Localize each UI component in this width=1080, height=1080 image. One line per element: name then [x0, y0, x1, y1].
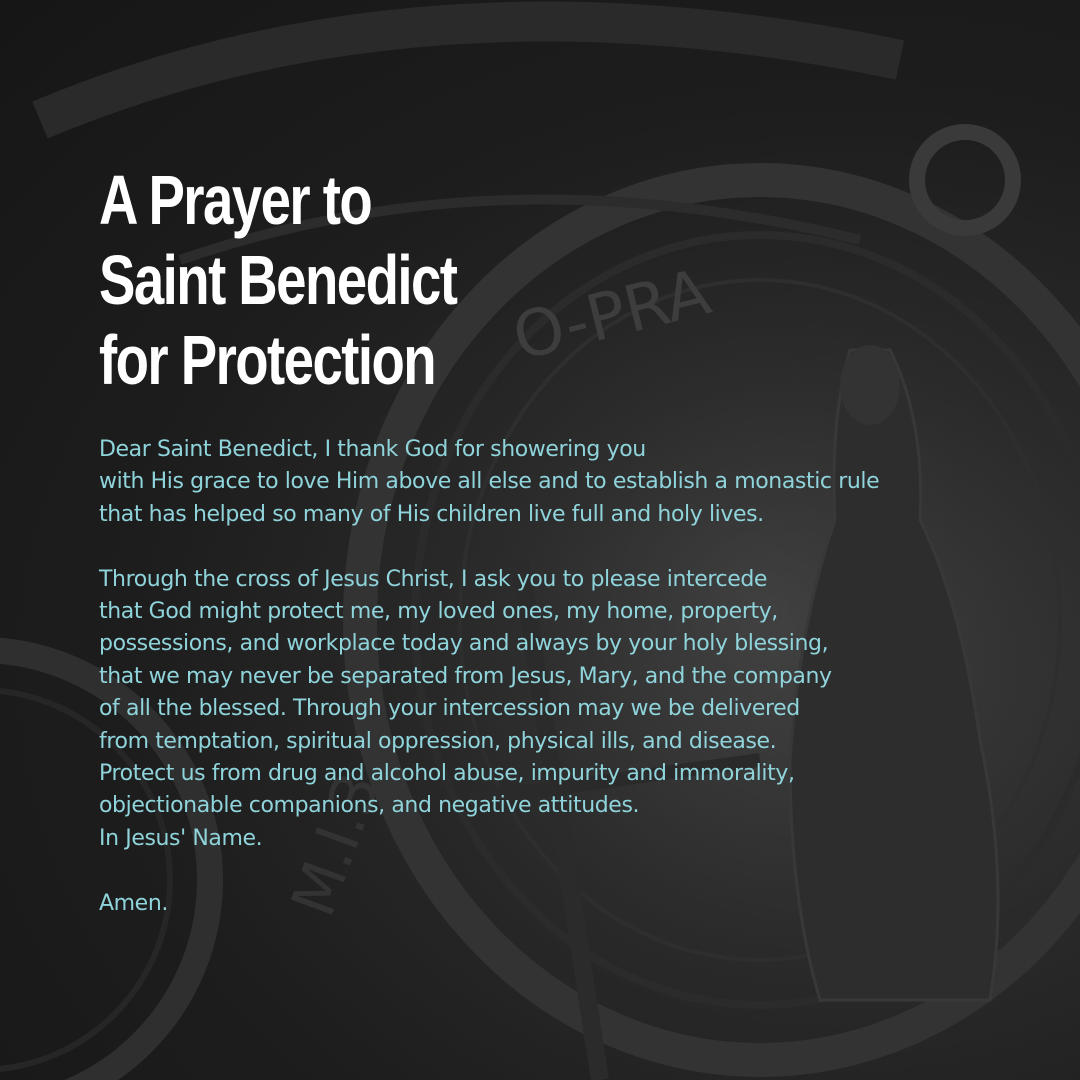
title-block [99, 160, 999, 400]
prayer-line: objectionable companions, and negative attitudes. [99, 793, 640, 819]
prayer-line: Through the cross of Jesus Christ, I ask you to please intercede [99, 566, 768, 592]
prayer-title [99, 160, 598, 400]
prayer-line: In Jesus' Name. [99, 825, 263, 851]
paragraph-spacer [99, 855, 999, 887]
prayer-line: possessions, and workplace today and always by your holy blessing, [99, 631, 829, 657]
prayer-line: with His grace to love Him above all else and to establish a monastic rule [99, 469, 880, 495]
paragraph-spacer [99, 531, 999, 563]
prayer-line: Protect us from drug and alcohol abuse, impurity and immorality, [99, 761, 795, 787]
title-line: Saint Benedict [99, 241, 457, 319]
medal-inscription-text: O-PRA [505, 255, 718, 376]
prayer-line: of all the blessed. Through your intercession may we be delivered [99, 696, 800, 722]
prayer-closing: Amen. [99, 890, 168, 916]
prayer-line: Dear Saint Benedict, I thank God for showering you [99, 437, 646, 462]
prayer-line: that we may never be separated from Jesus, Mary, and the company [99, 663, 832, 689]
medal-engraving-text: M.I.3 [278, 764, 394, 926]
prayer-line: from temptation, spiritual oppression, physical ills, and disease. [99, 728, 777, 754]
title-line: A Prayer to [99, 161, 372, 239]
title-line: for Protection [99, 321, 436, 399]
prayer-line: that has helped so many of His children live full and holy lives. [99, 501, 764, 527]
prayer-line: that God might protect me, my loved ones, my home, property, [99, 599, 778, 625]
prayer-text [99, 434, 999, 920]
